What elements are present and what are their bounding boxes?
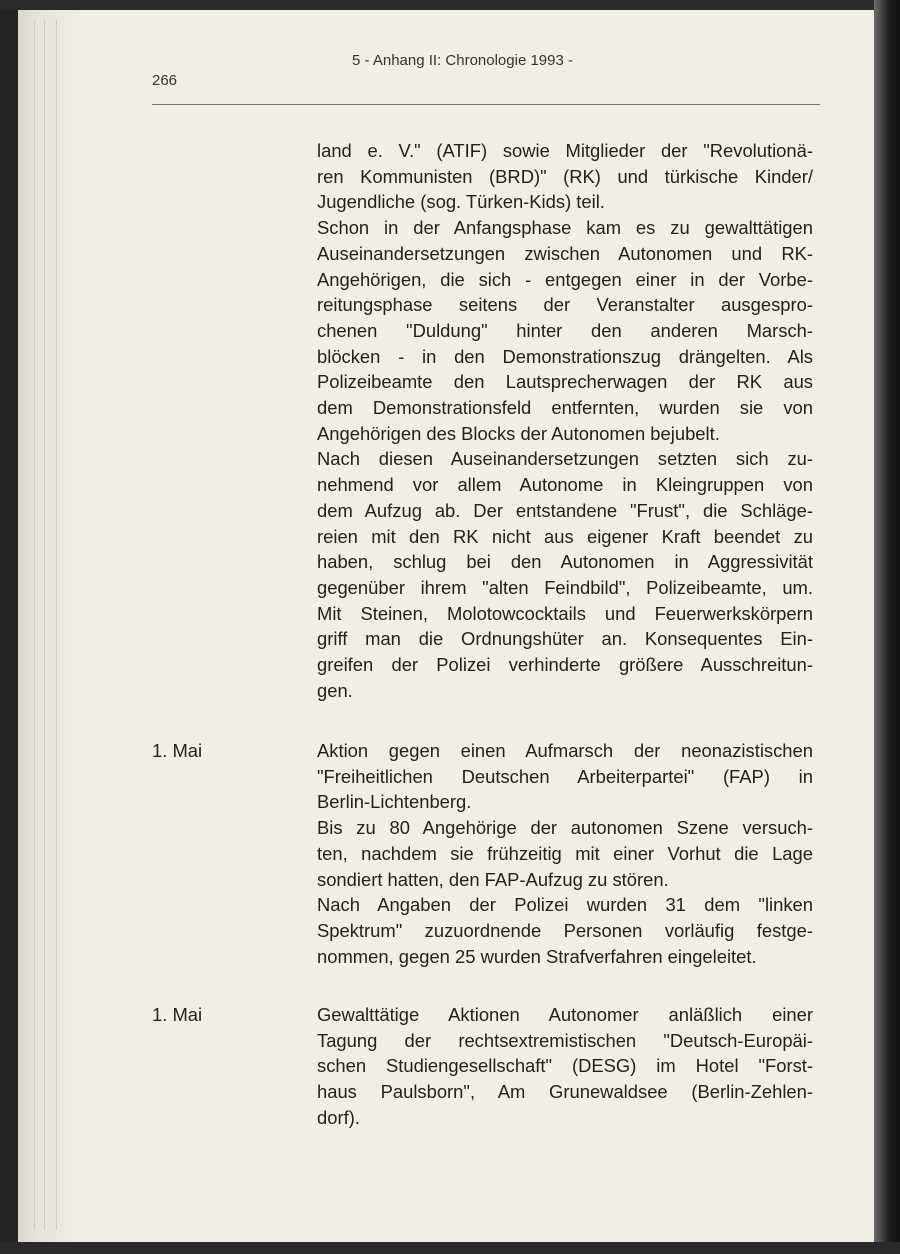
scan-top-edge xyxy=(0,0,900,10)
entry-text-desg-tagung xyxy=(317,1002,813,1131)
text-line: Angehörigen des Blocks der Autonomen bejubelt. xyxy=(317,422,720,444)
text-line: haus Paulsborn", Am Grunewaldsee (Berlin-Zehlen- xyxy=(317,1081,813,1103)
text-line: Spektrum" zuzuordnende Personen vorläufig festge- xyxy=(317,919,813,941)
page-binding-edge xyxy=(18,10,74,1242)
text-line: Gewalttätige Aktionen Autonomer anläßlich einer xyxy=(317,1004,813,1025)
running-header: 5 - Anhang II: Chronologie 1993 - xyxy=(352,52,573,69)
text-line: dem Demonstrationsfeld entfernten, wurden sie von xyxy=(317,397,813,419)
text-line: dorf). xyxy=(317,1106,360,1128)
text-line: schen Studiengesellschaft" (DESG) im Hotel "Forst- xyxy=(317,1055,813,1077)
scan-bottom-edge xyxy=(0,1242,900,1254)
header-rule xyxy=(152,104,820,105)
text-line: Jugendliche (sog. Türken-Kids) teil. xyxy=(317,191,605,213)
entry-text-fap-lichtenberg xyxy=(317,738,813,969)
text-line: Berlin-Lichtenberg. xyxy=(317,791,472,813)
binding-line xyxy=(34,20,35,1230)
entry-text-continuation xyxy=(317,138,813,703)
text-line: ten, nachdem sie frühzeitig mit einer Vorhut die Lage xyxy=(317,842,813,864)
text-line: reitungsphase seitens der Veranstalter ausgespro- xyxy=(317,294,813,316)
text-line: "Freiheitlichen Deutschen Arbeiterpartei" (FAP) in xyxy=(317,765,813,787)
scan-right-edge xyxy=(874,0,900,1254)
text-line: reien mit den RK nicht aus eigener Kraft beendet zu xyxy=(317,525,813,547)
text-line: Bis zu 80 Angehörige der autonomen Szene versuch- xyxy=(317,817,813,839)
text-line: nehmend vor allem Autonome in Kleingruppen von xyxy=(317,474,813,496)
text-line: blöcken - in den Demonstrationszug drängelten. Als xyxy=(317,345,813,367)
text-line: dem Aufzug ab. Der entstandene "Frust", die Schläge- xyxy=(317,499,813,521)
page-number: 266 xyxy=(152,72,178,89)
text-line: Polizeibeamte den Lautsprecherwagen der RK aus xyxy=(317,371,813,393)
text-line: gegenüber ihrem "alten Feindbild", Polizeibeamte, um. xyxy=(317,576,813,598)
text-line: Mit Steinen, Molotowcocktails und Feuerwerkskörpern xyxy=(317,602,813,624)
text-line: haben, schlug bei den Autonomen in Aggressivität xyxy=(317,551,813,573)
binding-line xyxy=(44,20,45,1230)
binding-line xyxy=(56,20,57,1230)
text-line: griff man die Ordnungshüter an. Konsequentes Ein- xyxy=(317,628,813,650)
entry-date: 1. Mai xyxy=(152,740,203,761)
text-line: Tagung der rechtsextremistischen "Deutsch-Europäi- xyxy=(317,1029,813,1051)
text-line: ren Kommunisten (BRD)" (RK) und türkische Kinder/ xyxy=(317,165,813,187)
text-line: Schon in der Anfangsphase kam es zu gewalttätigen xyxy=(317,217,813,239)
text-line: nommen, gegen 25 wurden Strafverfahren eingeleitet. xyxy=(317,945,757,967)
text-line: gen. xyxy=(317,679,353,701)
text-line: greifen der Polizei verhinderte größere Ausschreitun- xyxy=(317,654,813,676)
text-line: land e. V." (ATIF) sowie Mitglieder der "Revolutionä- xyxy=(317,140,813,161)
text-line: Nach Angaben der Polizei wurden 31 dem "linken xyxy=(317,894,813,916)
text-line: Nach diesen Auseinandersetzungen setzten sich zu- xyxy=(317,448,813,470)
text-line: sondiert hatten, den FAP-Aufzug zu stören. xyxy=(317,868,669,890)
text-line: chenen "Duldung" hinter den anderen Marsch- xyxy=(317,319,813,341)
text-line: Auseinandersetzungen zwischen Autonomen und RK- xyxy=(317,242,813,264)
text-line: Angehörigen, die sich - entgegen einer in der Vorbe- xyxy=(317,268,813,290)
entry-date: 1. Mai xyxy=(152,1004,203,1025)
text-line: Aktion gegen einen Aufmarsch der neonazistischen xyxy=(317,740,813,761)
